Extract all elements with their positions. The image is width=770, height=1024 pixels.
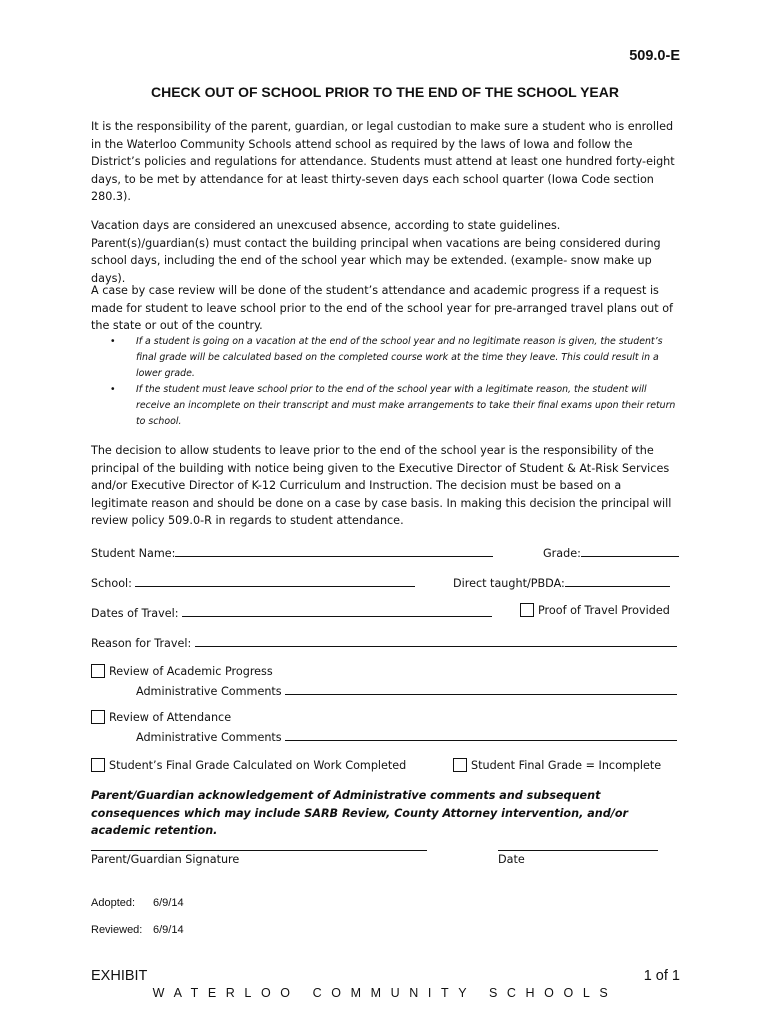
proof-of-travel-row: [520, 603, 670, 617]
paragraph-decision: The decision to allow students to leave prior to the end of the school year is the responsibility of the principal of the building with notice being given to the Executive Director of Student & At-Risk Services and/or Executive Director of K-12 Curriculum and Instruction. The decision must be based on a legitimate reason and should be done on a case by case basis. In making this decision the principal will review policy 509.0-R in regards to student attendance.: [91, 444, 672, 528]
list-item-text: If the student must leave school prior to the end of the school year with a legitimate reason, the student will receive an incomplete on their transcript and must make arrangements to take their final exams upon their return to school.: [136, 384, 676, 427]
final-grade-completed-checkbox[interactable]: [91, 758, 105, 772]
page-title: CHECK OUT OF SCHOOL PRIOR TO THE END OF THE SCHOOL YEAR: [150, 84, 619, 100]
grade-field[interactable]: [581, 544, 679, 557]
dates-of-travel-row: [91, 604, 492, 620]
school-field[interactable]: [135, 574, 415, 587]
review-attendance-checkbox[interactable]: [91, 710, 105, 724]
final-grade-incomplete-row: [453, 758, 661, 772]
bullet-icon: •: [110, 336, 116, 347]
student-name-row: [91, 544, 493, 560]
page-number: 1 of 1: [643, 968, 680, 984]
direct-taught-label: Direct taught/PBDA:: [453, 577, 565, 590]
student-name-label: Student Name:: [91, 547, 176, 560]
date-field[interactable]: [498, 838, 658, 851]
paragraph-case-review: A case by case review will be done of the student’s attendance and academic progress if a request is made for student to leave school prior to the end of the school year for pre-arranged travel plans out of the state or out of the country.: [91, 284, 673, 333]
direct-taught-row: [453, 574, 670, 590]
dates-of-travel-label: Dates of Travel:: [91, 607, 179, 620]
review-attendance-label: Review of Attendance: [109, 711, 232, 724]
admin-comments-label: Administrative Comments: [136, 731, 282, 744]
academic-comments-row: [136, 682, 677, 698]
acknowledgement-text: Parent/Guardian acknowledgement of Administrative comments and subsequent consequences which may include SARB Review, County Attorney intervention, and/or academic retention.: [91, 789, 629, 838]
review-academic-checkbox[interactable]: [91, 664, 105, 678]
grade-label: Grade:: [543, 547, 581, 560]
attendance-comments-field[interactable]: [285, 728, 677, 741]
reason-label: Reason for Travel:: [91, 637, 192, 650]
signature-line-row: [91, 838, 427, 854]
school-row: [91, 574, 415, 590]
list-item: [108, 334, 678, 382]
proof-of-travel-label: Proof of Travel Provided: [538, 604, 670, 617]
review-academic-label: Review of Academic Progress: [109, 665, 273, 678]
consequence-list: [108, 334, 678, 430]
reviewed-label: Reviewed:: [91, 924, 143, 936]
adopted-date: 6/9/14: [153, 897, 184, 909]
reviewed-date: 6/9/14: [153, 924, 184, 936]
proof-of-travel-checkbox[interactable]: [520, 603, 534, 617]
academic-comments-field[interactable]: [285, 682, 677, 695]
district-name: WATERLOO COMMUNITY SCHOOLS: [152, 986, 618, 1000]
review-academic-row: [91, 664, 273, 678]
attendance-comments-row: [136, 728, 677, 744]
review-attendance-row: [91, 710, 231, 724]
final-grade-completed-row: [91, 758, 406, 772]
final-grade-completed-label: Student’s Final Grade Calculated on Work Completed: [109, 759, 407, 772]
list-item-text: If a student is going on a vacation at the end of the school year and no legitimate reason is given, the student’s final grade will be calculated based on the completed course work at the time they leave. This could result in a lower grade.: [136, 336, 663, 379]
dates-of-travel-field[interactable]: [182, 604, 492, 617]
reason-row: [91, 634, 677, 650]
adopted-label: Adopted:: [91, 897, 136, 909]
paragraph-attendance-responsibility: It is the responsibility of the parent, guardian, or legal custodian to make sure a student who is enrolled in the Waterloo Community Schools attend school as required by the laws of Iowa and follow the District’s policies and regulations for attendance. Students must attend at least one hundred forty-eight days, to be met by attendance for at least thirty-seven days each school quarter (Iowa Code section 280.3).: [91, 120, 675, 204]
date-label: Date: [498, 853, 525, 866]
date-line-row: [498, 838, 658, 854]
bullet-icon: •: [110, 384, 116, 395]
school-label: School:: [91, 577, 132, 590]
reason-field[interactable]: [195, 634, 677, 647]
policy-code: 509.0-E: [629, 48, 680, 64]
final-grade-incomplete-label: Student Final Grade = Incomplete: [471, 759, 662, 772]
grade-row: [543, 544, 679, 560]
admin-comments-label: Administrative Comments: [136, 685, 282, 698]
paragraph-vacation-days: Vacation days are considered an unexcused absence, according to state guidelines. Parent(s)/guardian(s) must contact the building principal when vacations are being considered during school days, including the end of the school year which may be extended. (example- snow make up days).: [91, 219, 661, 285]
direct-taught-field[interactable]: [565, 574, 670, 587]
student-name-field[interactable]: [175, 544, 493, 557]
list-item: [108, 382, 678, 430]
final-grade-incomplete-checkbox[interactable]: [453, 758, 467, 772]
signature-field[interactable]: [91, 838, 427, 851]
exhibit-label: EXHIBIT: [91, 968, 148, 984]
signature-label: Parent/Guardian Signature: [91, 853, 240, 866]
